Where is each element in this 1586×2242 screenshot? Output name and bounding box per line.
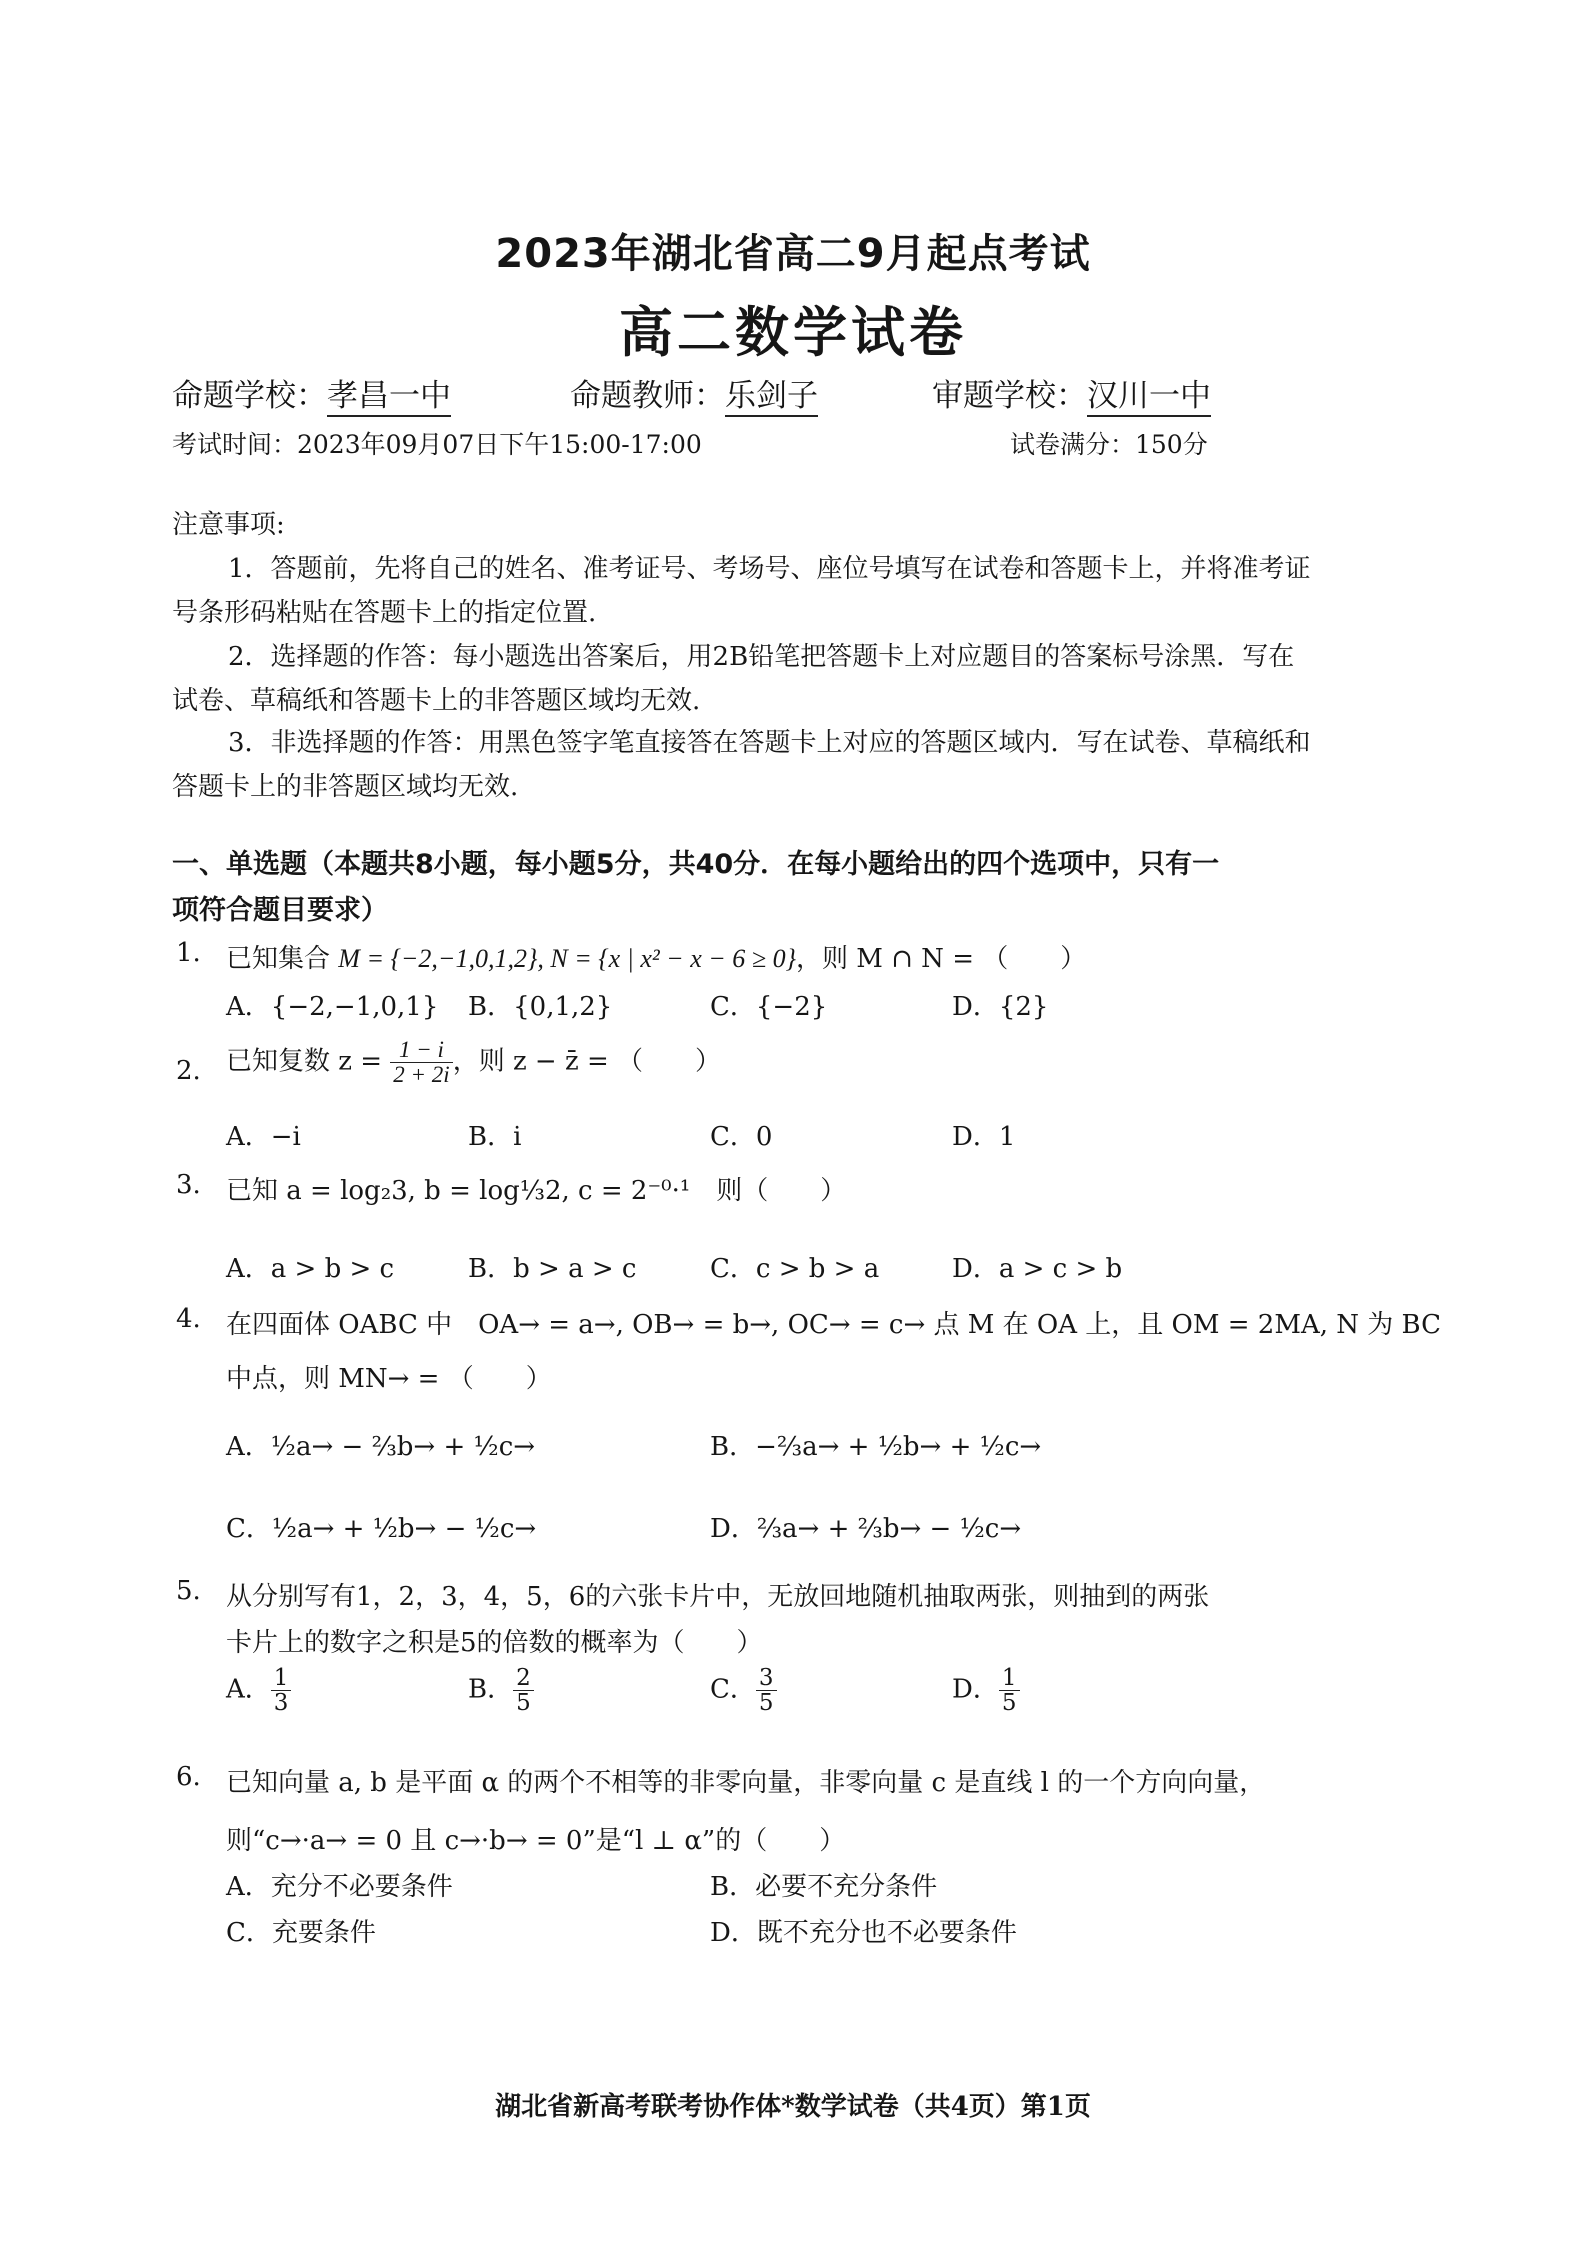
exam-subtitle: 高二数学试卷 xyxy=(619,301,967,364)
notes-heading: 注意事项: xyxy=(172,510,285,540)
q3-stem: 已知 a = log₂3, b = log⅓2, c = 2⁻⁰·¹ 则（ ） xyxy=(226,1176,847,1206)
teacher-name: 乐剑子 xyxy=(725,378,818,417)
section-1-heading: 一、单选题（本题共8小题，每小题5分，共40分．在每小题给出的四个选项中，只有一 xyxy=(172,849,1220,880)
q1-option-c: C．{−2} xyxy=(710,992,828,1022)
q5-stem-line2: 卡片上的数字之积是5的倍数的概率为（ ） xyxy=(226,1628,763,1658)
q6-number: 6. xyxy=(176,1762,201,1792)
q3-number: 3. xyxy=(176,1170,201,1200)
q1-pre: 已知集合 xyxy=(226,944,331,974)
q5-number: 5. xyxy=(176,1576,201,1606)
q5-stem-line1: 从分别写有1，2，3，4，5，6的六张卡片中，无放回地随机抽取两张，则抽到的两张 xyxy=(226,1582,1210,1612)
q6-option-d: D．既不充分也不必要条件 xyxy=(710,1918,1017,1948)
q2-option-c: C．0 xyxy=(710,1122,773,1152)
q1-stem xyxy=(226,938,1086,975)
q5-option-d: D． $\frac{1}{5}$ xyxy=(952,1666,1020,1715)
q2-post: ，则 z − z̄ = （ ） xyxy=(452,1046,721,1077)
q6-option-b: B．必要不充分条件 xyxy=(710,1872,938,1902)
exam-title: 2023年湖北省高二9月起点考试 xyxy=(495,231,1091,277)
review-label: 审题学校： xyxy=(932,378,1087,414)
q3-option-a: A．a > b > c xyxy=(226,1254,395,1284)
school-name: 孝昌一中 xyxy=(327,378,451,417)
q1-option-d: D．{2} xyxy=(952,992,1049,1022)
teacher-label: 命题教师： xyxy=(570,378,725,414)
note-2a: 2．选择题的作答：每小题选出答案后，用2B铅笔把答题卡上对应题目的答案标号涂黑．写在 xyxy=(228,642,1295,672)
q5-c-fraction: $\frac{3}{5}$ xyxy=(756,1666,777,1715)
teacher-line xyxy=(570,370,818,415)
note-1b: 号条形码粘贴在答题卡上的指定位置. xyxy=(172,598,597,628)
q4-option-d: D．⅔a→ + ⅔b→ − ½c→ xyxy=(710,1514,1022,1544)
page-footer: 湖北省新高考联考协作体*数学试卷（共4页）第1页 xyxy=(495,2092,1091,2122)
q3-option-c: C．c > b > a xyxy=(710,1254,880,1284)
q6-stem-line1: 已知向量 a, b 是平面 α 的两个不相等的非零向量，非零向量 c 是直线 l 的一个方向向量， xyxy=(226,1768,1266,1798)
q2-option-d: D．1 xyxy=(952,1122,1016,1152)
q5-option-b: B． $\frac{2}{5}$ xyxy=(468,1666,534,1715)
q4-stem-line1: 在四面体 OABC 中 OA→ = a→, OB→ = b→, OC→ = c→ 点 M 在 OA 上，且 OM = 2MA, N 为 BC xyxy=(226,1310,1442,1340)
school-line xyxy=(172,370,451,415)
q1-number: 1. xyxy=(176,938,201,968)
note-2b: 试卷、草稿纸和答题卡上的非答题区域均无效. xyxy=(172,686,701,716)
q2-pre: 已知复数 z = xyxy=(226,1046,383,1077)
q5-option-a: A． $\frac{1}{3}$ xyxy=(226,1666,291,1715)
q6-option-a: A．充分不必要条件 xyxy=(226,1872,453,1902)
note-3a: 3．非选择题的作答：用黑色签字笔直接答在答题卡上对应的答题区域内．写在试卷、草稿纸和 xyxy=(228,728,1311,758)
q3-option-b: B．b > a > c xyxy=(468,1254,637,1284)
q2-fraction: $\frac{1 - i}{2 + 2i}$ xyxy=(390,1038,452,1087)
review-school: 汉川一中 xyxy=(1087,378,1211,417)
q6-option-c: C．充要条件 xyxy=(226,1918,376,1948)
note-3b: 答题卡上的非答题区域均无效. xyxy=(172,772,519,802)
exam-time: 考试时间：2023年09月07日下午15:00-17:00 xyxy=(172,430,702,459)
q1-post: ，则 M ∩ N = （ ） xyxy=(795,944,1087,974)
q1-expr: M = {−2,−1,0,1,2}, N = {x | x² − x − 6 ≥ 0} xyxy=(338,944,796,973)
note-1a: 1．答题前，先将自己的姓名、准考证号、考场号、座位号填写在试卷和答题卡上，并将准考证 xyxy=(228,554,1311,584)
q4-option-c: C．½a→ + ½b→ − ½c→ xyxy=(226,1514,537,1544)
q2-number: 2. xyxy=(176,1056,201,1086)
q2-option-a: A．−i xyxy=(226,1122,301,1152)
q4-option-b: B．−⅔a→ + ½b→ + ½c→ xyxy=(710,1432,1042,1462)
q2-option-b: B．i xyxy=(468,1122,522,1152)
school-label: 命题学校： xyxy=(172,378,327,414)
exam-score: 试卷满分：150分 xyxy=(1010,430,1208,459)
section-1-heading-cont: 项符合题目要求） xyxy=(172,895,388,926)
q5-option-c: C． $\frac{3}{5}$ xyxy=(710,1666,777,1715)
review-line xyxy=(932,370,1211,415)
q4-stem-line2: 中点，则 MN→ = （ ） xyxy=(226,1364,552,1394)
q6-stem-line2: 则“c→·a→ = 0 且 c→·b→ = 0”是“l ⊥ α”的（ ） xyxy=(226,1826,846,1856)
q1-option-b: B．{0,1,2} xyxy=(468,992,613,1022)
q2-stem xyxy=(226,1038,721,1087)
q4-option-a: A．½a→ − ⅔b→ + ½c→ xyxy=(226,1432,536,1462)
q3-option-d: D．a > c > b xyxy=(952,1254,1123,1284)
q5-d-fraction: $\frac{1}{5}$ xyxy=(999,1666,1020,1715)
q5-a-fraction: $\frac{1}{3}$ xyxy=(271,1666,292,1715)
q1-option-a: A．{−2,−1,0,1} xyxy=(226,992,439,1022)
q5-b-fraction: $\frac{2}{5}$ xyxy=(513,1666,534,1715)
q4-number: 4. xyxy=(176,1304,201,1334)
